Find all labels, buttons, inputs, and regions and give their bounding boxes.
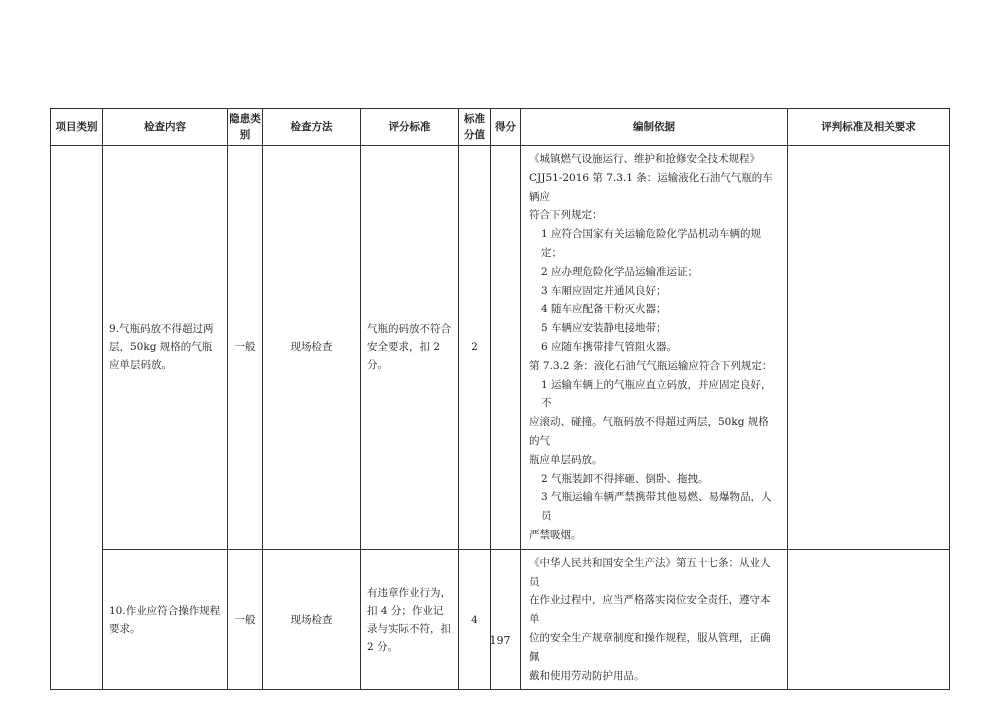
basis-line: 2 应办理危险化学品运输准运证； — [541, 265, 699, 278]
basis-line: 3 气瓶运输车辆严禁携带其他易燃、易爆物品，人员 — [541, 491, 772, 523]
basis-line: 3 车厢应固定并通风良好； — [541, 284, 667, 297]
score-cell — [491, 146, 521, 550]
method-cell: 现场检查 — [263, 549, 361, 690]
header-criteria: 评判标准及相关要求 — [788, 109, 950, 146]
scoring-cell: 气瓶的码放不符合安全要求，扣 2 分。 — [361, 146, 459, 550]
header-category: 项目类别 — [51, 109, 103, 146]
inspection-table — [50, 108, 950, 690]
content-cell: 10.作业应符合操作规程要求。 — [103, 549, 228, 690]
table-header-row — [51, 109, 950, 146]
basis-line: CJJ51-2016 第 7.3.1 条：运输液化石油气气瓶的车辆应 — [529, 171, 773, 203]
basis-line: 瓶应单层码放。 — [529, 453, 603, 466]
score-cell — [491, 549, 521, 690]
basis-line: 1 应符合国家有关运输危险化学品机动车辆的规定； — [541, 228, 762, 259]
method-cell: 现场检查 — [263, 146, 361, 550]
basis-line: 在作业过程中，应当严格落实岗位安全责任，遵守本单 — [529, 594, 771, 626]
header-score: 得分 — [491, 109, 521, 146]
header-std-score: 标准分值 — [459, 109, 491, 146]
basis-line: 5 车辆应安装静电接地带； — [541, 322, 667, 335]
basis-line: 符合下列规定： — [529, 209, 603, 222]
std-score-cell: 2 — [459, 146, 491, 550]
header-content: 检查内容 — [103, 109, 228, 146]
std-score-cell: 4 — [459, 549, 491, 690]
basis-line: 《中华人民共和国安全生产法》第五十七条：从业人员 — [529, 556, 771, 588]
basis-line: 应滚动、碰撞。气瓶码放不得超过两层，50kg 规格的气 — [529, 416, 769, 447]
hazard-type-cell: 一般 — [228, 146, 263, 550]
content-cell: 9.气瓶码放不得超过两层，50kg 规格的气瓶应单层码放。 — [103, 146, 228, 550]
category-cell — [51, 146, 103, 690]
criteria-cell — [788, 146, 950, 550]
basis-cell — [521, 549, 788, 690]
basis-line: 1 运输车辆上的气瓶应直立码放，并应固定良好，不 — [541, 378, 772, 410]
basis-line: 严禁吸烟。 — [529, 528, 582, 541]
table-row — [51, 146, 950, 550]
basis-line: 戴和使用劳动防护用品。 — [529, 669, 645, 682]
header-method: 检查方法 — [263, 109, 361, 146]
page-number: 197 — [489, 634, 511, 647]
header-scoring: 评分标准 — [361, 109, 459, 146]
basis-line: 第 7.3.2 条：液化石油气气瓶运输应符合下列规定： — [529, 359, 773, 372]
table-row — [51, 549, 950, 690]
header-basis: 编制依据 — [521, 109, 788, 146]
basis-line: 4 随车应配备干粉灭火器； — [541, 303, 667, 316]
hazard-type-cell: 一般 — [228, 549, 263, 690]
header-hazard-type: 隐患类别 — [228, 109, 263, 146]
scoring-cell: 有违章作业行为，扣 4 分；作业记录与实际不符，扣 2 分。 — [361, 549, 459, 690]
criteria-cell — [788, 549, 950, 690]
basis-cell — [521, 146, 788, 550]
basis-line: 《城镇燃气设施运行、维护和抢修安全技术规程》 — [529, 153, 760, 165]
basis-line: 位的安全生产规章制度和操作规程，服从管理，正确佩 — [529, 631, 771, 663]
basis-line: 2 气瓶装卸不得摔砸、倒卧、拖拽。 — [541, 472, 709, 485]
basis-line: 6 应随车携带排气管阻火器。 — [541, 340, 678, 353]
